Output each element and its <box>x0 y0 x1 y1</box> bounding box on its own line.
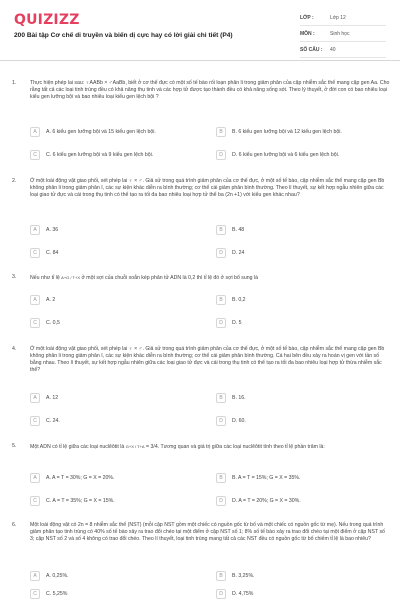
option-b[interactable] <box>216 472 388 483</box>
option-text: C. 5,25% <box>46 590 68 597</box>
meta-value: 40 <box>330 46 336 53</box>
option-text: C. 0,5 <box>46 319 60 326</box>
option-letter: A <box>30 473 40 483</box>
option-b[interactable] <box>216 392 388 403</box>
option-letter: B <box>216 295 226 305</box>
option-c[interactable] <box>30 247 202 258</box>
page-title: 200 Bài tập Cơ chế di truyền và biến dị cực hay có lời giải chi tiết (P4) <box>14 32 233 39</box>
option-text: B. 16. <box>232 394 246 401</box>
option-letter: B <box>216 473 226 483</box>
option-letter: C <box>30 496 40 506</box>
option-text: A. 0,25%. <box>46 572 69 579</box>
option-text: C. 6 kiểu gen lưỡng bội và 9 kiểu gen lệch bội. <box>46 151 154 158</box>
option-a[interactable] <box>30 294 202 305</box>
option-d[interactable] <box>216 415 388 426</box>
option-letter: B <box>216 571 226 581</box>
option-text: D. 24 <box>232 249 245 256</box>
question-text: Thực hiện phép lai sau: ♀AABb × ♂AaBb, biết ở cơ thể đực có một số tế bào rối loạn phân li trong giảm phân của cặp nhiễm sắc thể mang cặp gen Aa. Cho rằng tất cả các loại tinh trùng đều có khả năng thụ tinh và các hợp tử được tạo thành đều có khả năng sống sót. Theo lý thuyết, ở đời con có bao nhiêu loại kiểu gen lưỡng bội và bao nhiêu loại kiểu gen lệch bội ? <box>30 80 390 100</box>
option-letter: D <box>216 589 226 599</box>
question-text: Ở một loài động vật giao phối, xét phép lai ♀ × ♂. Giả sử trong quá trình giảm phân của cơ thể đực, ở một số tế bào, cặp nhiễm sắc thể mang cặp gen Bb không phân li trong giảm phân I, các sự kiện khác diễn ra bình thường; cơ thể cái giảm phân bình thường. Theo lí thuyết, sự kết hợp ngẫu nhiên giữa các loại giao tử đực và cái trong thụ tinh có thể tạo ra tối đa bao nhiêu loại hợp tử thể ba (2n +1) với kiểu gen khác nhau? <box>30 178 385 198</box>
meta-value: Lớp 12 <box>330 14 346 21</box>
question-number: 4. <box>12 346 17 352</box>
option-letter: D <box>216 496 226 506</box>
meta-label: MÔN : <box>300 30 315 37</box>
option-b[interactable] <box>216 570 388 581</box>
option-text: A. 6 kiểu gen lưỡng bội và 15 kiểu gen lệch bội. <box>46 128 156 135</box>
question-text-before: Một ADN có tỉ lệ giữa các loại nuclêôtit là <box>30 443 125 450</box>
question-text <box>30 274 390 282</box>
question-text <box>30 443 390 451</box>
option-b[interactable] <box>216 126 388 137</box>
option-letter: C <box>30 589 40 599</box>
option-b[interactable] <box>216 224 388 235</box>
meta-value: Sinh học <box>330 30 350 37</box>
header-divider <box>0 60 400 61</box>
question-text-before: Nếu như tỉ lệ <box>30 274 60 281</box>
option-text: D. A = T = 20%; G = X = 30%. <box>232 497 301 504</box>
option-text: B. 3,25%. <box>232 572 255 579</box>
option-d[interactable] <box>216 247 388 258</box>
question-number: 5. <box>12 443 17 449</box>
header <box>0 0 400 60</box>
option-letter: A <box>30 127 40 137</box>
option-a[interactable] <box>30 224 202 235</box>
option-letter: D <box>216 248 226 258</box>
option-letter: C <box>30 150 40 160</box>
option-letter: B <box>216 225 226 235</box>
question-number: 6. <box>12 522 17 528</box>
fraction: G+X / T+A <box>125 444 145 449</box>
option-letter: D <box>216 318 226 328</box>
option-c[interactable] <box>30 149 202 160</box>
option-c[interactable] <box>30 415 202 426</box>
meta-table <box>300 10 386 58</box>
option-letter: D <box>216 416 226 426</box>
option-letter: A <box>30 295 40 305</box>
option-a[interactable] <box>30 570 202 581</box>
option-a[interactable] <box>30 472 202 483</box>
option-text: D. 6 kiểu gen lưỡng bội và 6 kiểu gen lệch bội. <box>232 151 340 158</box>
option-letter: D <box>216 150 226 160</box>
option-c[interactable] <box>30 317 202 328</box>
option-text: C. A = T = 35%; G = X = 15%. <box>46 497 115 504</box>
meta-label: SỐ CÂU : <box>300 46 323 53</box>
fraction: A+G / T+X <box>61 275 80 280</box>
option-letter: C <box>30 248 40 258</box>
option-letter: C <box>30 318 40 328</box>
option-a[interactable] <box>30 126 202 137</box>
option-text: B. 6 kiểu gen lưỡng bội và 12 kiểu gen lệch bội. <box>232 128 342 135</box>
option-text: B. A = T = 15%; G = X = 35%. <box>232 474 301 481</box>
option-letter: B <box>216 393 226 403</box>
option-letter: B <box>216 127 226 137</box>
question-text: Một loài động vật có 2n = 8 nhiễm sắc thể (NST) (mỗi cặp NST gồm một chiếc có nguồn gốc từ bố và một chiếc có nguồn gốc từ mẹ). Nếu trong quá trình giảm phân tạo tinh trùng có 40% số tế bào xảy ra trao đổi chéo tại một điểm ở cặp NST số 1; 8% số tế bào xảy ra trao đổi chéo tại một điểm ở cặp NST số 3; cặp NST số 2 và số 4 không có trao đổi chéo. Theo lí thuyết, loại tinh trùng mang tất cả các NST đều có nguồn gốc từ bố chiếm tỉ lệ là bao nhiêu? <box>30 522 385 542</box>
option-text: D. 4,75% <box>232 590 254 597</box>
option-text: D. 5 <box>232 319 242 326</box>
option-d[interactable] <box>216 588 388 599</box>
option-text: B. 48 <box>232 226 245 233</box>
option-letter: A <box>30 571 40 581</box>
option-c[interactable] <box>30 495 202 506</box>
meta-row-class <box>300 10 386 26</box>
option-text: A. A = T = 30%; G = X = 20%. <box>46 474 115 481</box>
option-a[interactable] <box>30 392 202 403</box>
option-text: B. 0,2 <box>232 296 246 303</box>
option-letter: C <box>30 416 40 426</box>
option-d[interactable] <box>216 149 388 160</box>
option-letter: A <box>30 225 40 235</box>
option-d[interactable] <box>216 495 388 506</box>
option-letter: A <box>30 393 40 403</box>
option-text: A. 2 <box>46 296 56 303</box>
question-number: 1. <box>12 80 17 86</box>
option-text: C. 84 <box>46 249 59 256</box>
question-number: 3. <box>12 274 17 280</box>
meta-row-subject <box>300 26 386 42</box>
meta-row-count <box>300 42 386 58</box>
option-b[interactable] <box>216 294 388 305</box>
option-text: D. 60. <box>232 417 246 424</box>
option-text: C. 24. <box>46 417 60 424</box>
option-text: A. 36 <box>46 226 59 233</box>
meta-label: LỚP : <box>300 14 314 21</box>
question-text: Ở một loài động vật giao phối, xét phép lai ♀ × ♂. Giả sử trong quá trình giảm phân của cơ thể đực, ở một số tế bào, cặp nhiễm sắc thể mang cặp gen Bb không phân li trong giảm phân I, các sự kiện khác diễn ra bình thường; cơ thể cái giảm phân bình thường. Cá hai bên đều xảy ra hoán vị gen với tần số bằng nhau. Theo lí thuyết, sự kết hợp ngẫu nhiên giữa các loại giao tử đực và cái trong thụ tinh có thể tạo ra tối đa bao nhiêu loại hợp tử thừa nhiễm sắc thể? <box>30 346 385 373</box>
option-c[interactable] <box>30 588 202 599</box>
option-d[interactable] <box>216 317 388 328</box>
question-number: 2. <box>12 178 17 184</box>
question-text-after: = 3/4. Tương quan và giá trị giữa các loại nuclêôtit tính theo tỉ lệ phần trăm là: <box>146 443 325 450</box>
option-text: A. 12 <box>46 394 59 401</box>
question-text-after: ở một sợi của chuỗi xoắn kép phân tử ADN là 0,2 thì tỉ lệ đó ở sợi bổ sung là <box>81 274 258 281</box>
quizizz-logo: QUIZIZZ <box>14 12 80 28</box>
